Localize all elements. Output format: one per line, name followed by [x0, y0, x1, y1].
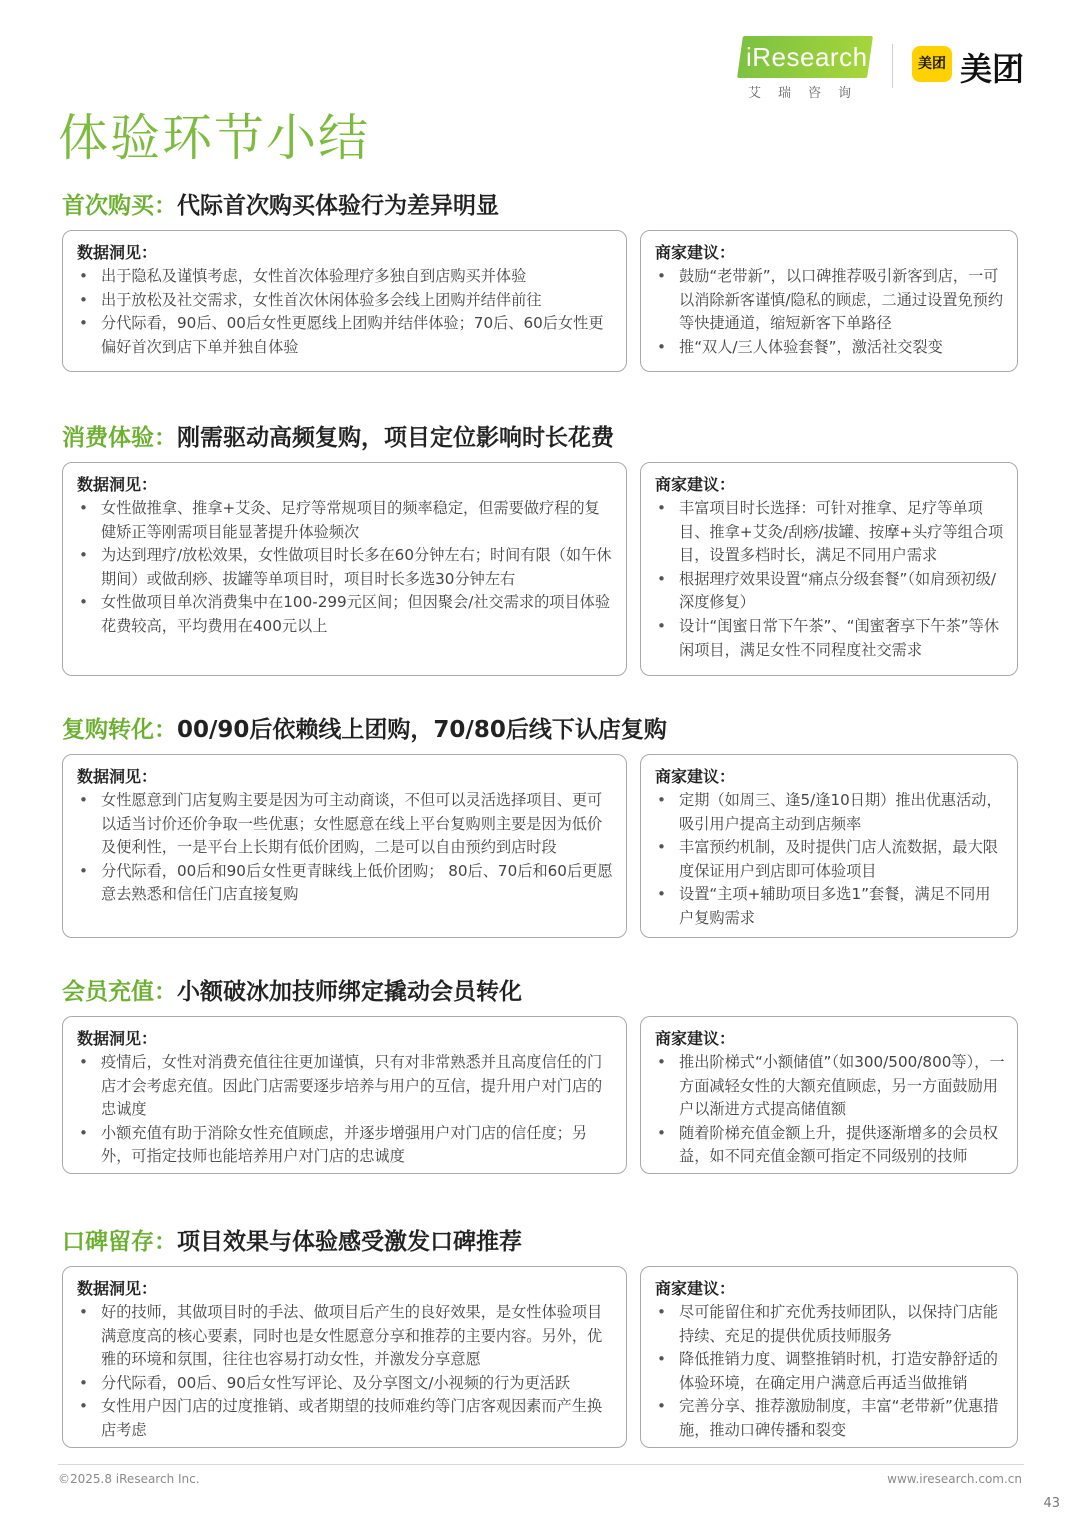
meituan-badge: 美团	[912, 46, 952, 82]
section-word-of-mouth-retention	[62, 1228, 1022, 1439]
insight-list	[77, 789, 614, 907]
insight-item: • 女性用户因门店的过度推销、或者期望的技师难约等门店客观因素而产生换店考虑	[77, 1395, 614, 1442]
section-headline: 项目效果与体验感受激发口碑推荐	[177, 1229, 522, 1255]
advice-item: • 推“双人/三人体验套餐”，激活社交裂变	[655, 336, 1005, 360]
insight-item: • 疫情后，女性对消费充值往往更加谨慎，只有对非常熟悉并且高度信任的门店才会考虑充值。因此门店需要逐步培养与用户的互信，提升用户对门店的忠诚度	[77, 1051, 614, 1122]
advice-box	[640, 1266, 1018, 1448]
insight-list	[77, 497, 614, 639]
advice-item: • 丰富项目时长选择：可针对推拿、足疗等单项目、推拿+艾灸/刮痧/拔罐、按摩+头疗等组合项目，设置多档时长，满足不同用户需求	[655, 497, 1005, 568]
logo-divider	[892, 44, 893, 88]
section-lead: 会员充值：	[62, 979, 177, 1005]
advice-box	[640, 754, 1018, 938]
advice-item: • 尽可能留住和扩充优秀技师团队，以保持门店能持续、充足的提供优质技师服务	[655, 1301, 1005, 1348]
advice-list	[655, 265, 1005, 359]
insight-item: • 出于隐私及谨慎考虑，女性首次体验理疗多独自到店购买并体验	[77, 265, 614, 289]
advice-item: • 丰富预约机制，及时提供门店人流数据，最大限度保证用户到店即可体验项目	[655, 836, 1005, 883]
section-headline: 刚需驱动高频复购，项目定位影响时长花费	[177, 425, 614, 451]
section-title	[62, 424, 1022, 454]
insight-box	[62, 1266, 627, 1448]
insight-item: • 女性愿意到门店复购主要是因为可主动商谈，不但可以灵活选择项目、更可以适当讨价还价争取一些优惠；女性愿意在线上平台复购则主要是因为低价及便利性，一是平台上长期有低价团购，二是可以自由预约到店时段	[77, 789, 614, 860]
iresearch-logo-cn: 艾瑞咨询	[748, 86, 869, 101]
section-lead: 口碑留存：	[62, 1229, 177, 1255]
advice-list	[655, 789, 1005, 931]
insight-item: • 女性做推拿、推拿+艾灸、足疗等常规项目的频率稳定，但需要做疗程的复健矫正等刚需项目能显著提升体验频次	[77, 497, 614, 544]
advice-item: • 根据理疗效果设置“痛点分级套餐”（如肩颈初级/深度修复）	[655, 568, 1005, 615]
insight-list	[77, 1051, 614, 1169]
section-lead: 首次购买：	[62, 193, 177, 219]
advice-item: • 降低推销力度、调整推销时机，打造安静舒适的体验环境，在确定用户满意后再适当做推销	[655, 1348, 1005, 1395]
insight-item: • 女性做项目单次消费集中在100-299元区间；但因聚会/社交需求的项目体验花费较高，平均费用在400元以上	[77, 591, 614, 638]
insight-list	[77, 265, 614, 359]
header-logos	[740, 34, 1040, 104]
page-number: 43	[1043, 1496, 1060, 1511]
section-title	[62, 978, 1022, 1008]
insight-box	[62, 230, 627, 372]
section-membership-recharge	[62, 978, 1022, 1166]
advice-head: 商家建议：	[655, 767, 736, 786]
section-consumption-experience	[62, 424, 1022, 659]
advice-box	[640, 1016, 1018, 1174]
meituan-logo: 美团	[960, 50, 1025, 88]
insight-head: 数据洞见：	[77, 243, 158, 262]
advice-list	[655, 497, 1005, 662]
advice-head: 商家建议：	[655, 1029, 736, 1048]
advice-head: 商家建议：	[655, 243, 736, 262]
section-headline: 小额破冰加技师绑定撬动会员转化	[177, 979, 522, 1005]
advice-item: • 设计“闺蜜日常下午茶”、“闺蜜奢享下午茶”等休闲项目，满足女性不同程度社交需求	[655, 615, 1005, 662]
insight-head: 数据洞见：	[77, 1279, 158, 1298]
insight-item: • 分代际看，90后、00后女性更愿线上团购并结伴体验；70后、60后女性更偏好首次到店下单并独自体验	[77, 312, 614, 359]
section-headline: 00/90后依赖线上团购，70/80后线下认店复购	[177, 717, 667, 743]
advice-item: • 定期（如周三、逢5/逢10日期）推出优惠活动，吸引用户提高主动到店频率	[655, 789, 1005, 836]
insight-item: • 为达到理疗/放松效果，女性做项目时长多在60分钟左右；时间有限（如午休期间）或做刮痧、拔罐等单项目时，项目时长多选30分钟左右	[77, 544, 614, 591]
insight-item: • 好的技师，其做项目时的手法、做项目后产生的良好效果，是女性体验项目满意度高的核心要素，同时也是女性愿意分享和推荐的主要内容。另外，优雅的环境和氛围，往往也容易打动女性，并激发分享意愿	[77, 1301, 614, 1372]
page-title: 体验环节小结	[58, 109, 370, 167]
insight-box	[62, 462, 627, 676]
advice-list	[655, 1051, 1005, 1169]
insight-box	[62, 1016, 627, 1174]
advice-item: • 设置“主项+辅助项目多选1”套餐，满足不同用户复购需求	[655, 883, 1005, 930]
section-headline: 代际首次购买体验行为差异明显	[177, 193, 499, 219]
insight-list	[77, 1301, 614, 1443]
advice-box	[640, 230, 1018, 372]
section-first-purchase	[62, 192, 1022, 356]
insight-item: • 分代际看，00后和90后女性更青睐线上低价团购； 80后、70后和60后更愿意去熟悉和信任门店直接复购	[77, 860, 614, 907]
footer-url[interactable]: www.iresearch.com.cn	[887, 1472, 1022, 1486]
insight-head: 数据洞见：	[77, 475, 158, 494]
advice-list	[655, 1301, 1005, 1443]
section-title	[62, 192, 1022, 222]
advice-item: • 完善分享、推荐激励制度，丰富“老带新”优惠措施，推动口碑传播和裂变	[655, 1395, 1005, 1442]
insight-item: • 小额充值有助于消除女性充值顾虑，并逐步增强用户对门店的信任度；另外，可指定技师也能培养用户对门店的忠诚度	[77, 1122, 614, 1169]
section-repurchase-conversion	[62, 716, 1022, 927]
advice-item: • 推出阶梯式“小额储值”（如300/500/800等），一方面减轻女性的大额充值顾虑，另一方面鼓励用户以渐进方式提高储值额	[655, 1051, 1005, 1122]
insight-box	[62, 754, 627, 938]
advice-item: • 鼓励“老带新”，以口碑推荐吸引新客到店，一可以消除新客谨慎/隐私的顾虑，二通过设置免预约等快捷通道，缩短新客下单路径	[655, 265, 1005, 336]
section-title	[62, 1228, 1022, 1258]
footer-copyright: ©2025.8 iResearch Inc.	[58, 1472, 200, 1486]
advice-head: 商家建议：	[655, 1279, 736, 1298]
footer-divider	[58, 1464, 1024, 1465]
insight-item: • 出于放松及社交需求，女性首次休闲体验多会线上团购并结伴前往	[77, 289, 614, 313]
section-lead: 消费体验：	[62, 425, 177, 451]
advice-box	[640, 462, 1018, 676]
section-title	[62, 716, 1022, 746]
insight-head: 数据洞见：	[77, 1029, 158, 1048]
section-lead: 复购转化：	[62, 717, 177, 743]
insight-item: • 分代际看，00后、90后女性写评论、及分享图文/小视频的行为更活跃	[77, 1372, 614, 1396]
advice-head: 商家建议：	[655, 475, 736, 494]
insight-head: 数据洞见：	[77, 767, 158, 786]
iresearch-logo: iResearch	[746, 42, 868, 72]
advice-item: • 随着阶梯充值金额上升，提供逐渐增多的会员权益，如不同充值金额可指定不同级别的技师	[655, 1122, 1005, 1169]
